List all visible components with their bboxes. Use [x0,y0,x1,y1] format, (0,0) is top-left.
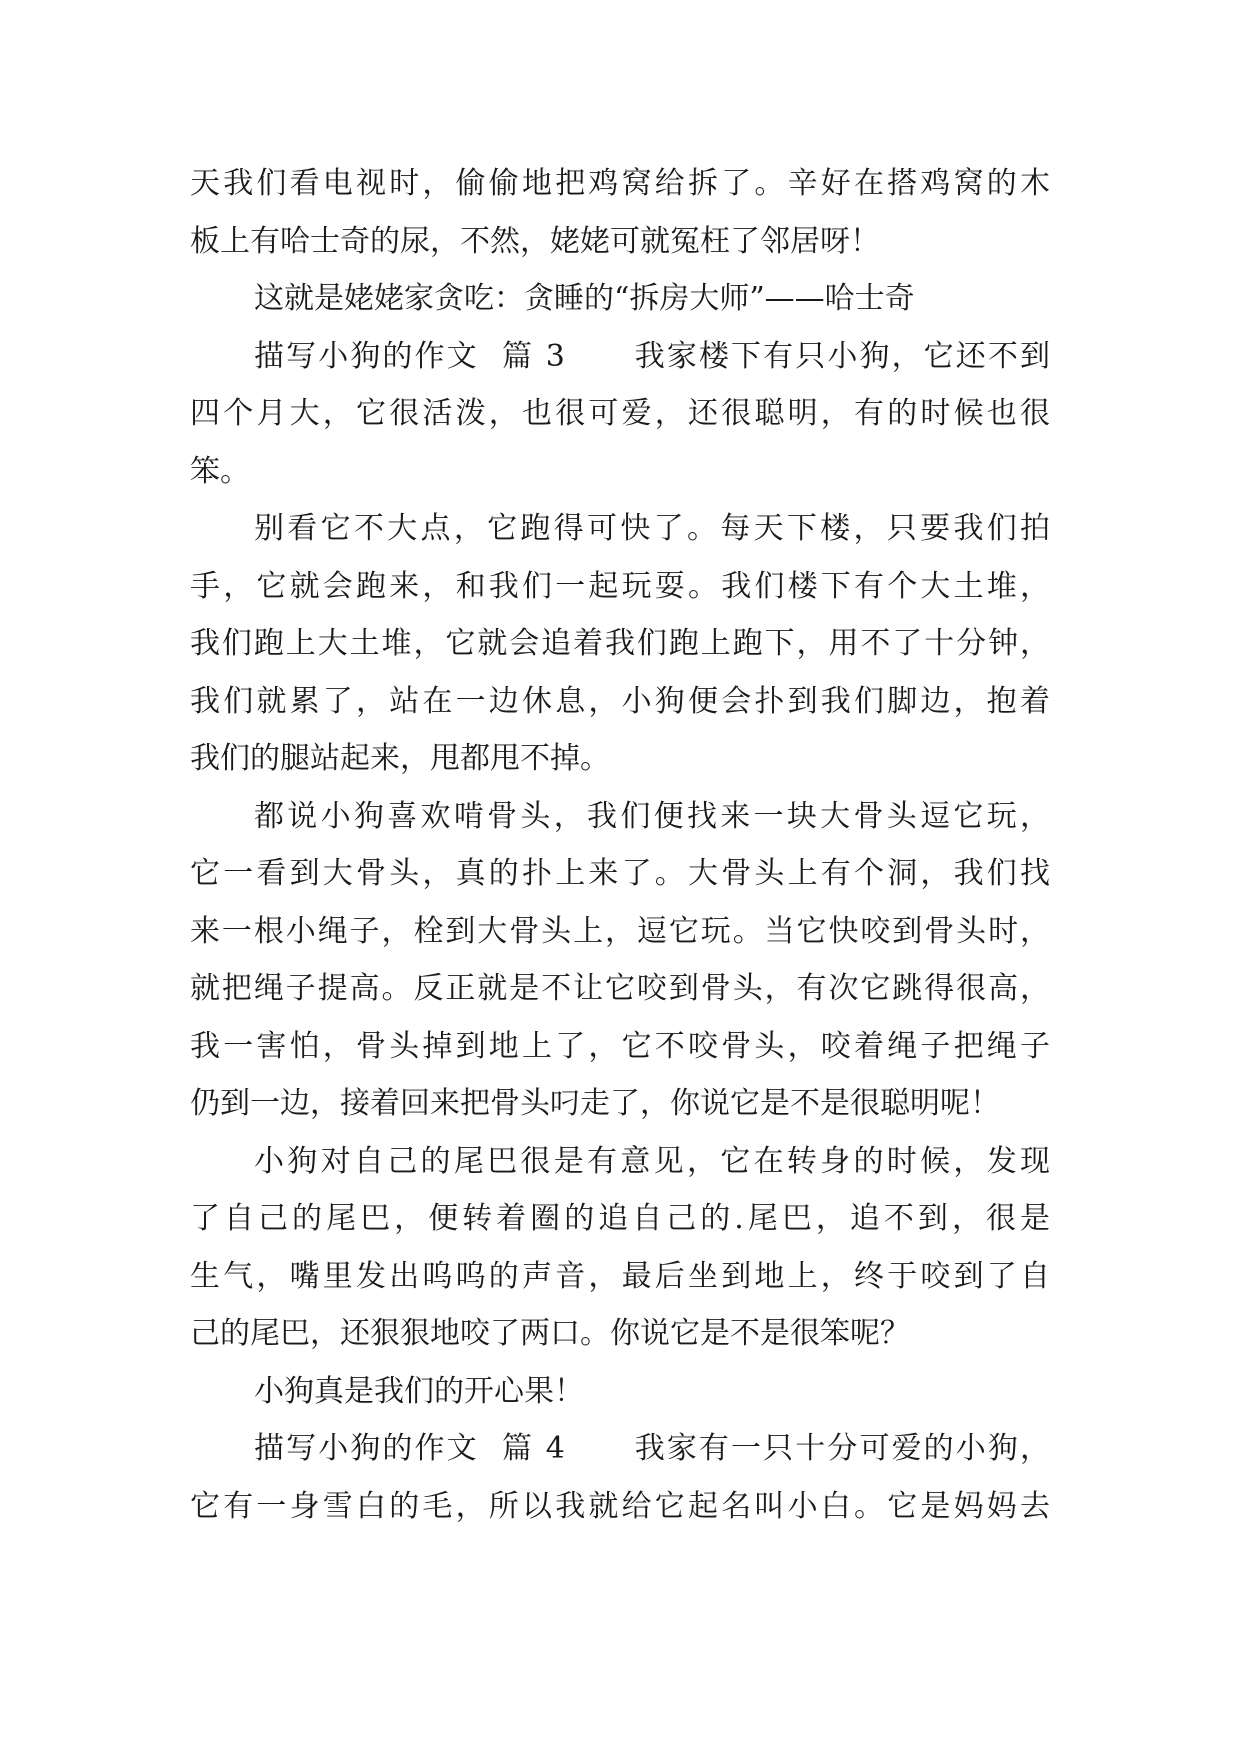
text-line: 别看它不大点，它跑得可快了。每天下楼，只要我们拍 [254,511,1050,546]
text-line: 我们的腿站起来，甩都甩不掉。 [190,741,610,776]
text-line: 它有一身雪白的毛，所以我就给它起名叫小白。它是妈妈去 [190,1488,1050,1524]
text-line: 生气，嘴里发出呜呜的声音，最后坐到地上，终于咬到了自 [190,1258,1050,1294]
section-heading-line: 描写小狗的作文 篇 4 我家有一只十分可爱的小狗， [254,1431,1050,1466]
text-line: 我一害怕，骨头掉到地上了，它不咬骨头，咬着绳子把绳子 [190,1028,1050,1064]
text-line: 这就是姥姥家贪吃：贪睡的“拆房大师”——哈士奇 [254,281,915,316]
text-line: 来一根小绳子，栓到大骨头上，逗它玩。当它快咬到骨头时， [190,913,1050,949]
text-line: 四个月大，它很活泼，也很可爱，还很聪明，有的时候也很 [190,396,1050,431]
text-line: 都说小狗喜欢啃骨头，我们便找来一块大骨头逗它玩， [254,798,1050,834]
text-line: 小狗真是我们的开心果！ [254,1373,584,1409]
text-line: 它一看到大骨头，真的扑上来了。大骨头上有个洞，我们找 [190,856,1050,891]
section-heading-line: 描写小狗的作文 篇 3 我家楼下有只小狗，它还不到 [254,338,1050,374]
text-line: 就把绳子提高。反正就是不让它咬到骨头，有次它跳得很高， [190,971,1050,1006]
text-line: 手，它就会跑来，和我们一起玩耍。我们楼下有个大土堆， [190,568,1050,604]
text-line: 己的尾巴，还狠狠地咬了两口。你说它是不是很笨呢？ [190,1316,910,1351]
text-line: 仍到一边，接着回来把骨头叼走了，你说它是不是很聪明呢！ [190,1086,1000,1121]
essay-body [190,155,1050,1535]
text-line: 板上有哈士奇的尿，不然，姥姥可就冤枉了邻居呀！ [190,223,880,259]
text-line: 天我们看电视时，偷偷地把鸡窝给拆了。辛好在搭鸡窝的木 [190,166,1050,201]
text-line: 我们跑上大土堆，它就会追着我们跑上跑下，用不了十分钟， [190,626,1050,661]
text-line: 我们就累了，站在一边休息，小狗便会扑到我们脚边，抱着 [190,683,1050,719]
text-line: 笨。 [190,453,250,489]
text-line: 小狗对自己的尾巴很是有意见，它在转身的时候，发现 [254,1143,1050,1179]
text-line: 了自己的尾巴，便转着圈的追自己的.尾巴，追不到，很是 [190,1201,1050,1236]
